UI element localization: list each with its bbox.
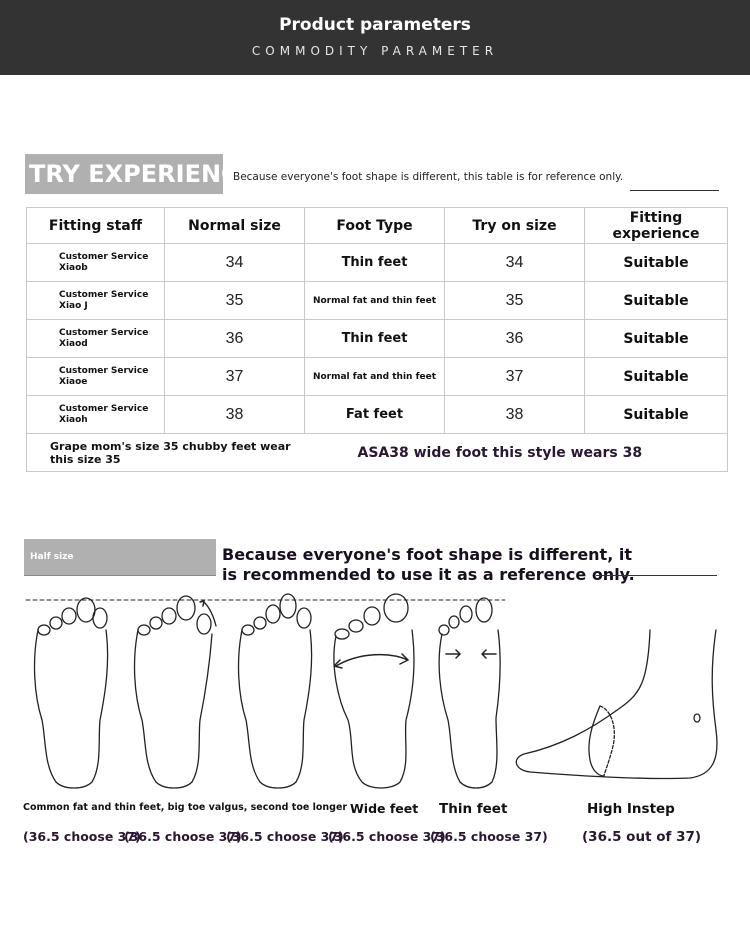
normal-size-cell: 37 bbox=[165, 358, 305, 396]
staff-cell: Customer Service Xiaob bbox=[27, 244, 165, 282]
foot-type-cell: Normal fat and thin feet bbox=[305, 282, 445, 320]
column-header: Try on size bbox=[445, 208, 585, 244]
table-footer-row bbox=[27, 434, 728, 472]
page-title: Product parameters bbox=[279, 15, 471, 35]
column-header: Foot Type bbox=[305, 208, 445, 244]
instep-choose-label: (36.5 out of 37) bbox=[582, 829, 702, 845]
table-header-row bbox=[27, 208, 728, 244]
table-row bbox=[27, 320, 728, 358]
normal-size-cell: 35 bbox=[165, 282, 305, 320]
foot-high-instep-icon bbox=[516, 630, 717, 779]
page-header bbox=[0, 0, 750, 75]
choose-label: (36.5 choose 37) bbox=[328, 829, 446, 844]
caption-common-feet: Common fat and thin feet, big toe valgus, second toe longer bbox=[23, 802, 348, 813]
staff-cell: Customer Service Xiao J bbox=[27, 282, 165, 320]
choose-label: (36.5 choose 37) bbox=[226, 829, 344, 844]
fitting-table bbox=[26, 207, 728, 472]
try-experience-note: Because everyone's foot shape is different, this table is for reference only. bbox=[233, 171, 624, 183]
caption-wide-feet: Wide feet bbox=[350, 801, 419, 816]
foot-second-toe-icon bbox=[239, 594, 312, 788]
column-header: Fitting staff bbox=[27, 208, 165, 244]
staff-cell: Customer Service Xiaod bbox=[27, 320, 165, 358]
divider bbox=[596, 575, 717, 576]
normal-size-cell: 34 bbox=[165, 244, 305, 282]
foot-wide-icon bbox=[334, 594, 414, 788]
experience-cell: Suitable bbox=[585, 244, 728, 282]
foot-illustrations bbox=[0, 590, 750, 790]
table-row bbox=[27, 358, 728, 396]
experience-cell: Suitable bbox=[585, 396, 728, 434]
page-subtitle: COMMODITY PARAMETER bbox=[251, 44, 499, 58]
try-experience-label: TRY EXPERIENCE bbox=[25, 154, 223, 194]
try-size-cell: 34 bbox=[445, 244, 585, 282]
experience-cell: Suitable bbox=[585, 320, 728, 358]
half-size-note-line1: Because everyone's foot shape is different, it bbox=[222, 545, 632, 564]
normal-size-cell: 38 bbox=[165, 396, 305, 434]
table-row bbox=[27, 282, 728, 320]
normal-size-cell: 36 bbox=[165, 320, 305, 358]
experience-cell: Suitable bbox=[585, 282, 728, 320]
choose-label: (36.5 choose 37) bbox=[23, 829, 141, 844]
try-size-cell: 36 bbox=[445, 320, 585, 358]
caption-high-instep: High Instep bbox=[587, 801, 675, 817]
column-header: Normal size bbox=[165, 208, 305, 244]
half-size-note-line2: is recommended to use it as a reference only. bbox=[222, 565, 635, 584]
divider bbox=[24, 575, 216, 576]
foot-type-cell: Normal fat and thin feet bbox=[305, 358, 445, 396]
table-row bbox=[27, 244, 728, 282]
choose-label: (36.5 choose 37) bbox=[124, 829, 242, 844]
staff-cell: Customer Service Xiaoe bbox=[27, 358, 165, 396]
table-row bbox=[27, 396, 728, 434]
column-header: Fitting experience bbox=[585, 208, 728, 244]
foot-type-cell: Thin feet bbox=[305, 244, 445, 282]
caption-thin-feet: Thin feet bbox=[439, 801, 508, 817]
foot-thin-icon bbox=[439, 598, 500, 788]
table-footer-right: ASA38 wide foot this style wears 38 bbox=[305, 434, 728, 472]
try-size-cell: 38 bbox=[445, 396, 585, 434]
foot-type-cell: Fat feet bbox=[305, 396, 445, 434]
table-footer-left: Grape mom's size 35 chubby feet wear this size 35 bbox=[27, 434, 305, 472]
foot-type-cell: Thin feet bbox=[305, 320, 445, 358]
choose-label: (36.5 choose 37) bbox=[430, 829, 548, 844]
try-size-cell: 37 bbox=[445, 358, 585, 396]
staff-cell: Customer Service Xiaoh bbox=[27, 396, 165, 434]
try-size-cell: 35 bbox=[445, 282, 585, 320]
half-size-note bbox=[222, 545, 635, 585]
foot-bunion-icon bbox=[135, 596, 216, 788]
half-size-label: Half size recommendation/HALFCODE bbox=[24, 539, 216, 575]
experience-cell: Suitable bbox=[585, 358, 728, 396]
divider bbox=[630, 190, 719, 191]
foot-normal-icon bbox=[35, 598, 108, 788]
